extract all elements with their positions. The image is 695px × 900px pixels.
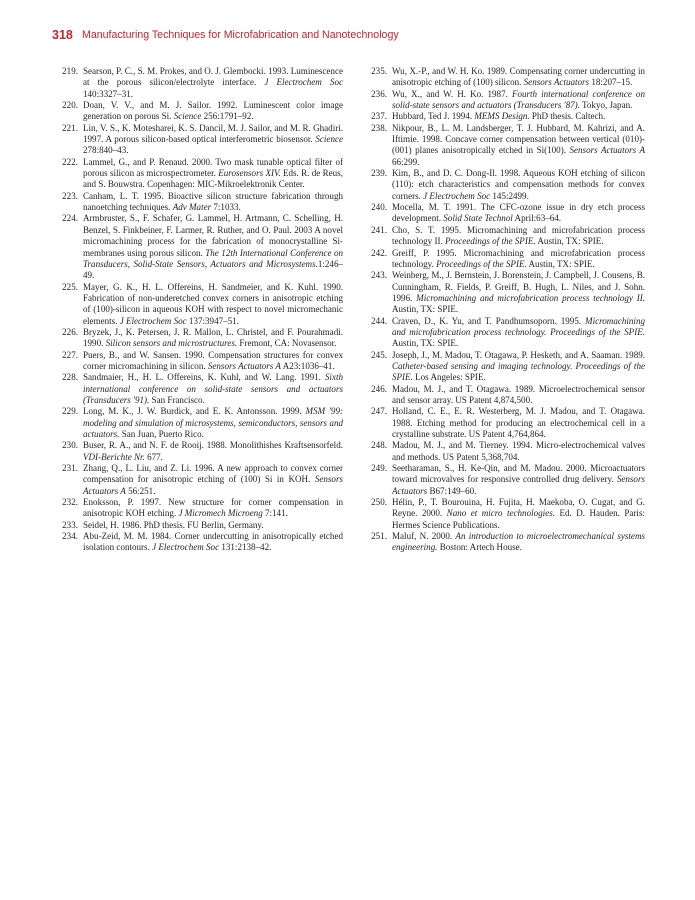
reference-source: Science — [173, 111, 202, 122]
reference-number: 248. — [371, 440, 387, 451]
reference-number: 223. — [62, 190, 78, 201]
reference-details: A23:1036–41. — [280, 360, 335, 371]
reference-details: Austin, TX: SPIE. — [392, 338, 459, 349]
reference-entry — [54, 531, 343, 554]
reference-text: Zhang, Q., L. Liu, and Z. Li. 1996. A new approach to convex corner compensation for anisotropic etching of (100) Si in KOH. — [83, 463, 343, 485]
reference-details: 18:207–15. — [589, 77, 633, 88]
reference-details: B67:149–60. — [427, 485, 477, 496]
reference-details: PhD thesis. Caltech. — [529, 111, 606, 122]
page-header — [52, 27, 652, 47]
reference-text: Mocella, M. T. 1991. The CFC-ozone issue in dry etch process development. — [392, 202, 645, 224]
reference-entry — [363, 463, 645, 497]
reference-entry — [363, 270, 645, 315]
reference-text: Mayer, G. K., H. L. Offereins, H. Sandmeier, and K. Kuhl. 1990. Fabrication of non-underetched convex corners in anisotropic etching of (100)-silicon in aqueous KOH with respect to novel micromechanic elements. — [83, 281, 343, 326]
reference-text: Madou, M. J., and M. Tierney. 1994. Micro-electrochemical valves and methods. US Patent 5,368,704. — [392, 440, 645, 462]
reference-text: Puers, B., and W. Sansen. 1990. Compensation structures for convex corner micromachining in silicon. — [83, 349, 343, 371]
reference-source: Eurosensors XIV. — [218, 168, 281, 179]
reference-details: San Francisco. — [149, 394, 205, 405]
reference-number: 231. — [62, 463, 78, 474]
reference-number: 227. — [62, 349, 78, 360]
reference-number: 224. — [62, 213, 78, 224]
reference-entry — [363, 384, 645, 407]
reference-entry — [363, 406, 645, 440]
reference-details: 677. — [144, 451, 163, 462]
reference-entry — [54, 66, 343, 100]
reference-entry — [363, 497, 645, 531]
reference-number: 240. — [371, 202, 387, 213]
reference-source: Nano et micro technologies. — [446, 508, 555, 519]
reference-entry — [54, 440, 343, 463]
reference-details: 278:840–43. — [83, 145, 129, 156]
reference-number: 247. — [371, 406, 387, 417]
reference-number: 222. — [62, 156, 78, 167]
reference-entry — [54, 191, 343, 214]
reference-text: Seidel, H. 1986. PhD thesis. FU Berlin, Germany. — [83, 519, 264, 530]
reference-source: The 12th International Conference on Transducers, Solid-State Sensors, Actuators and Microsystems. — [83, 247, 343, 269]
reference-entry — [363, 202, 645, 225]
reference-number: 225. — [62, 281, 78, 292]
reference-source: Sensors Actuators A — [83, 474, 343, 496]
reference-number: 226. — [62, 326, 78, 337]
reference-text: Searson, P. C., S. M. Prokes, and O. J. Glembocki. 1993. Luminescence at the porous silicon/electrolyte interface. — [83, 66, 343, 88]
reference-entry — [54, 497, 343, 520]
reference-text: Buser, R. A., and N. F. de Rooij. 1988. Monolithishes Kraftsensorfeld. — [83, 440, 343, 451]
reference-number: 233. — [62, 519, 78, 530]
reference-text: Holland, C. E., E. R. Westerberg, M. J. Madou, and T. Otagawa. 1988. Etching method for producing an electrochemical cell in a crystalline substrate. US Patent 4,764,864. — [392, 406, 645, 439]
reference-text: Craven, D., K. Yu, and T. Pandhumsoporn. 1995. — [392, 315, 586, 326]
reference-details: 56:251. — [125, 485, 156, 496]
reference-text: Nikpour, B., L. M. Landsberger, T. J. Hubbard, M. Kahrizi, and A. Iftimie. 1998. Concave corner compensation between vertical (010)-(001) planes anisotropically etched in Si(100). — [392, 122, 645, 156]
running-head: Manufacturing Techniques for Microfabrication and Nanotechnology — [82, 29, 399, 41]
reference-source: Sensors Actuators A — [569, 145, 645, 156]
reference-number: 221. — [62, 122, 78, 133]
reference-details: Ed. D. Hauden. Paris: Hermes Science Publications. — [392, 508, 645, 530]
reference-entry — [54, 463, 343, 497]
reference-text: Kim, B., and D. C. Dong-Il. 1998. Aqueous KOH etching of silicon (110): etch characteristics and compensation methods for convex corners. — [392, 168, 645, 201]
reference-source: Sensors Actuators A — [207, 360, 281, 371]
reference-text: Sandmaier, H., H. L. Offereins, K. Kuhl, and W. Lang. 1991. — [83, 372, 325, 383]
reference-source: Micromachining and microfabrication process technology II. — [416, 292, 645, 303]
reference-entry — [54, 372, 343, 406]
reference-number: 238. — [371, 122, 387, 133]
reference-entry — [363, 225, 645, 248]
reference-entry — [54, 100, 343, 123]
reference-entry — [54, 123, 343, 157]
reference-source: Sensors Actuators — [392, 474, 645, 496]
reference-entry — [54, 350, 343, 373]
reference-details: 140:3327–31. — [83, 88, 134, 99]
reference-text: Joseph, J., M. Madou, T. Otagawa, P. Hesketh, and A. Saaman. 1989. — [392, 349, 645, 360]
reference-text: Wu, X., and W. H. Ko. 1987. — [392, 88, 512, 99]
reference-source: Science — [315, 134, 343, 145]
reference-text: Madou, M. J., and T. Otagawa. 1989. Microelectrochemical sensor and sensor array. US Patent 4,874,500. — [392, 383, 645, 405]
reference-entry — [363, 440, 645, 463]
reference-number: 235. — [371, 66, 387, 76]
reference-list-left — [54, 66, 343, 554]
reference-source: Proceedings of the SPIE. — [436, 258, 527, 269]
reference-text: Long, M. K., J. W. Burdick, and E. K. Antonsson. 1999. — [83, 406, 306, 417]
reference-details: 131:2138–42. — [219, 542, 272, 553]
reference-entry — [363, 66, 645, 89]
reference-details: Eds. R. de Reus, and S. Bouwstra. Copenhagen: MIC-Mikroelektronik Center. — [83, 168, 343, 190]
reference-entry — [363, 316, 645, 350]
reference-number: 249. — [371, 463, 387, 474]
reference-details: San Juan, Puerto Rico. — [119, 429, 204, 439]
reference-details: Austin, TX: SPIE. — [535, 236, 604, 247]
reference-entry — [54, 213, 343, 281]
reference-number: 241. — [371, 224, 387, 235]
reference-details: 7:141. — [262, 508, 288, 519]
reference-number: 244. — [371, 315, 387, 326]
reference-entry — [363, 111, 645, 122]
reference-text: Doan, V. V., and M. J. Sailor. 1992. Luminescent color image generation on porous Si. — [83, 100, 343, 122]
reference-number: 229. — [62, 406, 78, 417]
reference-entry — [54, 406, 343, 440]
reference-entry — [363, 350, 645, 384]
reference-source: J Electrochem Soc — [423, 190, 491, 201]
reference-details: 7:1033. — [211, 202, 241, 213]
reference-number: 228. — [62, 372, 78, 383]
reference-entry — [363, 123, 645, 168]
reference-details: 66:299. — [392, 156, 420, 167]
reference-entry — [54, 157, 343, 191]
page-number: 318 — [52, 28, 73, 42]
reference-details: Fremont, CA: Novasensor. — [237, 338, 337, 349]
reference-number: 219. — [62, 66, 78, 76]
reference-details: Boston: Artech House. — [437, 542, 522, 553]
reference-number: 251. — [371, 531, 387, 542]
reference-text: Wu, X.-P., and W. H. Ko. 1989. Compensating corner undercutting in anisotropic etching of (100) silicon. — [392, 66, 645, 88]
reference-source: Solid State Technol — [443, 213, 513, 224]
reference-text: Hubbard, Ted J. 1994. — [392, 111, 475, 122]
reference-number: 237. — [371, 111, 387, 122]
reference-text: Greiff, P. 1995. Micromachining and microfabrication process technology. — [392, 247, 645, 269]
reference-text: Abu-Zeid, M. M. 1984. Corner undercutting in anisotropically etched isolation contours. — [83, 531, 343, 553]
reference-source: MSM '99: modeling and simulation of microsystems, semiconductors, sensors and actuators. — [83, 406, 343, 439]
reference-text: Weinberg, M., J. Bernstein, J. Borenstein, J. Campbell, J. Cousens, B. Cunningham, R. Fields, P. Greiff, B. Hugh, L. Niles, and J. Sohn. 1996. — [392, 270, 645, 303]
reference-details: Los Angeles: SPIE. — [412, 372, 486, 383]
reference-source: J Electrochem Soc — [119, 315, 187, 326]
reference-text: Cho, S. T. 1995. Micromachining and microfabrication process technology II. — [392, 224, 645, 247]
reference-source: J Micromech Microeng — [178, 508, 263, 519]
reference-entry — [363, 89, 645, 112]
reference-details: Austin, TX: SPIE. — [526, 258, 595, 269]
reference-source: Fourth international conference on solid-state sensors and actuators (Transducers '87). — [392, 88, 645, 111]
reference-number: 245. — [371, 349, 387, 360]
reference-source: Sixth international conference on solid-state sensors and actuators (Transducers '91). — [83, 372, 343, 405]
reference-source: An introduction to microelectromechanical systems engineering. — [392, 531, 645, 553]
reference-text: Seetharaman, S., H. Ke-Qin, and M. Madou. 2000. Microactuators toward microvalves for responsive controlled drug delivery. — [392, 463, 645, 485]
reference-source: J Electrochem Soc — [264, 77, 343, 88]
reference-number: 242. — [371, 247, 387, 258]
reference-entry — [54, 282, 343, 327]
reference-entry — [363, 248, 645, 271]
reference-text: Lammel, G., and P. Renaud. 2000. Two mask tunable optical filter of porous silicon as microspectrometer. — [83, 156, 343, 179]
reference-entry — [363, 531, 645, 554]
reference-number: 230. — [62, 440, 78, 451]
reference-source: VDI-Berichte Nr. — [83, 451, 145, 462]
reference-details: Austin, TX: SPIE. — [392, 304, 459, 315]
reference-entry — [54, 520, 343, 531]
reference-source: Micromachining and microfabrication process technology. Proceedings of the SPIE. — [392, 315, 645, 337]
reference-number: 220. — [62, 100, 78, 111]
reference-number: 239. — [371, 168, 387, 179]
reference-source: Catheter-based sensing and imaging technology. Proceedings of the SPIE. — [392, 360, 645, 383]
reference-source: Sensors Actuators — [523, 77, 590, 88]
reference-text: Maluf, N. 2000. — [392, 531, 456, 542]
reference-text: Bryzek, J., K. Petersen, J. R. Mallon, L. Christel, and F. Pourahmadi. 1990. — [83, 326, 343, 349]
reference-text: Enoksson, P. 1997. New structure for corner compensation in anisotropic KOH etching. — [83, 497, 343, 519]
reference-entry — [54, 327, 343, 350]
reference-details: 137:3947–51. — [186, 315, 239, 326]
reference-number: 246. — [371, 383, 387, 394]
reference-entry — [363, 168, 645, 202]
reference-details: 1:246–49. — [83, 258, 343, 281]
reference-text: Hélin, P., T. Bourouina, H. Fujita, H. Maekoba, O. Cugat, and G. Reyne. 2000. — [392, 497, 645, 519]
reference-details: 145:2499. — [490, 190, 529, 201]
reference-number: 243. — [371, 270, 387, 281]
reference-text: Lin, V. S., K. Motesharei, K. S. Dancil, M. J. Sailor, and M. R. Ghadiri. 1997. A porous silicon-based optical interferometric biosensor. — [83, 122, 343, 145]
reference-number: 234. — [62, 531, 78, 542]
reference-source: MEMS Design. — [474, 111, 530, 122]
reference-number: 236. — [371, 88, 387, 99]
reference-text: Armbruster, S., F. Schafer, G. Lammel, H. Artmann, C. Schelling, H. Benzel, S. Finkbeiner, F. Larmer, R. Ruther, and O. Paul. 2003 A novel micromachining process for the fabrication of monocrystalline Si-membranes using porous silicon. — [83, 213, 343, 258]
reference-details: 256:1791–92. — [201, 111, 254, 122]
reference-source: Adv Mater — [172, 202, 212, 213]
reference-source: J Electrochem Soc — [152, 542, 220, 553]
reference-source: Proceedings of the SPIE. — [445, 236, 536, 247]
reference-number: 250. — [371, 497, 387, 508]
reference-list-right — [363, 66, 645, 554]
reference-text: Canham, L. T. 1995. Bioactive silicon structure fabrication through nanoetching techniques. — [83, 190, 343, 213]
reference-details: April:63–64. — [512, 213, 562, 224]
reference-number: 232. — [62, 497, 78, 508]
reference-source: Silicon sensors and microstructures. — [105, 338, 238, 349]
reference-details: Tokyo, Japan. — [579, 100, 633, 111]
